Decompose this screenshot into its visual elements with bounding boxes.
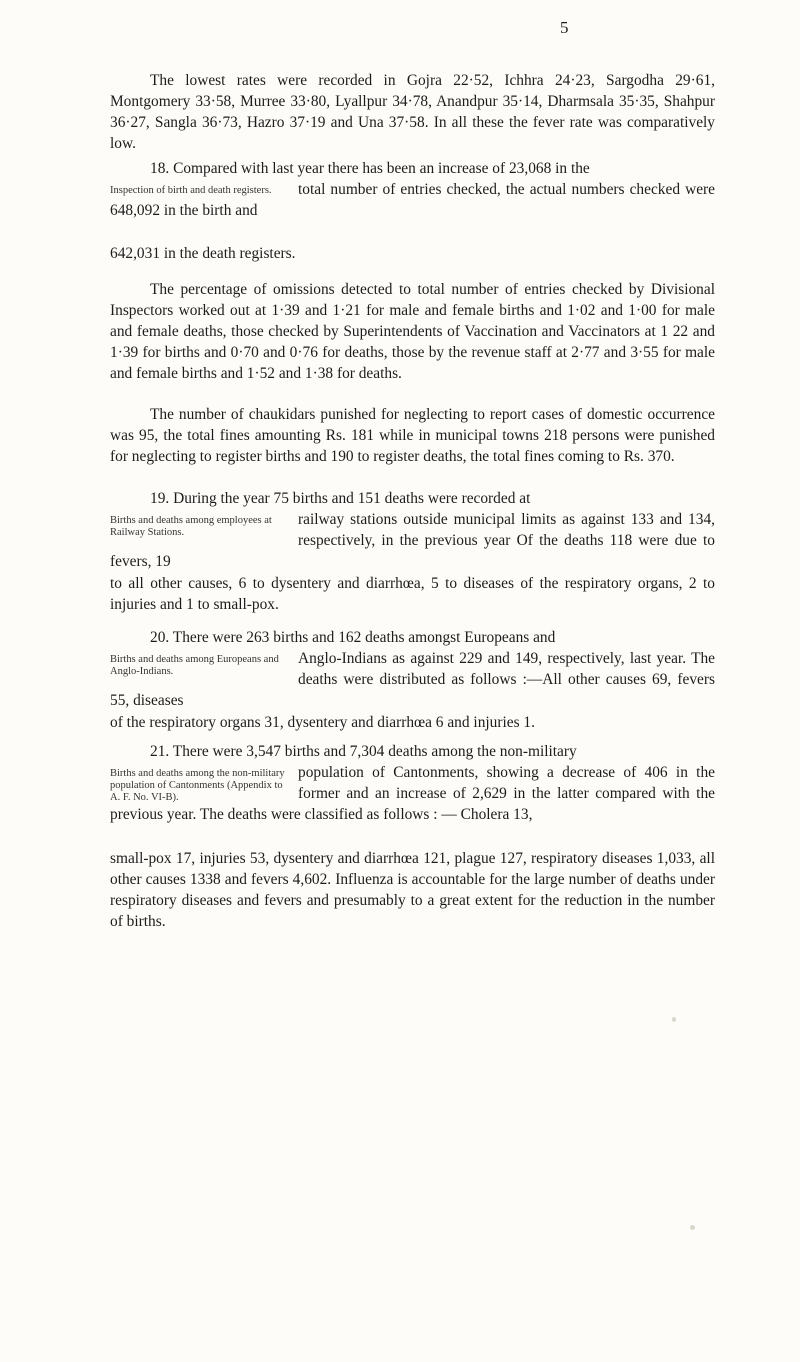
section-19-tail: to all other causes, 6 to dysentery and diarrhœa, 5 to diseases of the respiratory organs, 2 to injuries and 1 to small-pox. (110, 575, 715, 613)
section-21-block (110, 762, 715, 825)
section-18-block (110, 179, 715, 221)
page-number: 5 (560, 18, 569, 37)
section-20-tail: of the respiratory organs 31, dysentery and diarrhœa 6 and injuries 1. (110, 714, 535, 731)
section-18-margin-note: Inspection of birth and death registers. (110, 185, 272, 196)
paper-speck (672, 1017, 676, 1022)
section-20-block (110, 648, 715, 711)
section-18-tail: 642,031 in the death registers. (110, 245, 296, 262)
section-21-tail: small-pox 17, injuries 53, dysentery and diarrhœa 121, plague 127, respiratory diseases 1,033, all other causes 1338 and fevers 4,602. Influenza is accountable for the large number of deaths under respiratory diseases and fevers and presumably to a great extent for the reduction in the number of births. (110, 850, 715, 930)
section-19-side-text: railway stations outside municipal limits as against 133 and 134, respectively, in the previous year Of the deaths 118 were due to fevers, 19 (110, 511, 715, 570)
section-18-side-text: total number of entries checked, the actual numbers checked were 648,092 in the birth and (110, 181, 715, 219)
section-20-side-text: Anglo-Indians as against 229 and 149, respectively, last year. The deaths were distributed as follows :—All other causes 69, fevers 55, diseases (110, 650, 715, 709)
section-20-lead: 20. There were 263 births and 162 deaths amongst Europeans and (150, 629, 556, 646)
section-21-lead: 21. There were 3,547 births and 7,304 deaths among the non-military (150, 743, 577, 760)
section-21-margin-note: Births and deaths among the non-military population of Cantonments (Appendix to A. F. No. VI-B). (110, 768, 285, 803)
section-19-margin-note: Births and deaths among employees at Railway Stations. (110, 515, 272, 538)
paper-speck (690, 1225, 695, 1230)
section-19-block (110, 509, 715, 572)
section-18-omissions-paragraph: The percentage of omissions detected to total number of entries checked by Divisional Inspectors worked out at 1·39 and 1·21 for male and female births and 1·02 and 1·00 for male and female deaths, those checked by Superintendents of Vaccination and Vaccinators at 1 22 and 1·39 for births and 0·70 and 0·76 for deaths, those by the revenue staff at 2·77 and 3·55 for male and female births and 1·52 and 1·38 for deaths. (110, 281, 715, 382)
intro-paragraph: The lowest rates were recorded in Gojra 22·52, Ichhra 24·23, Sargodha 29·61, Montgomery 33·58, Murree 33·80, Lyallpur 34·78, Anandpur 35·14, Dharmsala 35·35, Shahpur 36·27, Sangla 36·73, Hazro 37·19 and Una 37·58. In all these the fever rate was comparatively low. (110, 72, 715, 152)
section-18-chaukidars-paragraph: The number of chaukidars punished for neglecting to report cases of domestic occurrence was 95, the total fines amounting Rs. 181 while in municipal towns 218 persons were punished for neglecting to register births and 190 to register deaths, the total fines coming to Rs. 370. (110, 406, 715, 465)
section-21-side-text: population of Cantonments, showing a decrease of 406 in the former and an increase of 2,629 in the latter compared with the previous year. The deaths were classified as follows : — Cholera 13, (110, 764, 715, 823)
section-20-margin-note: Births and deaths among Europeans and Anglo-Indians. (110, 654, 279, 677)
section-18-lead: 18. Compared with last year there has been an increase of 23,068 in the (150, 160, 590, 177)
section-19-lead: 19. During the year 75 births and 151 deaths were recorded at (150, 490, 531, 507)
